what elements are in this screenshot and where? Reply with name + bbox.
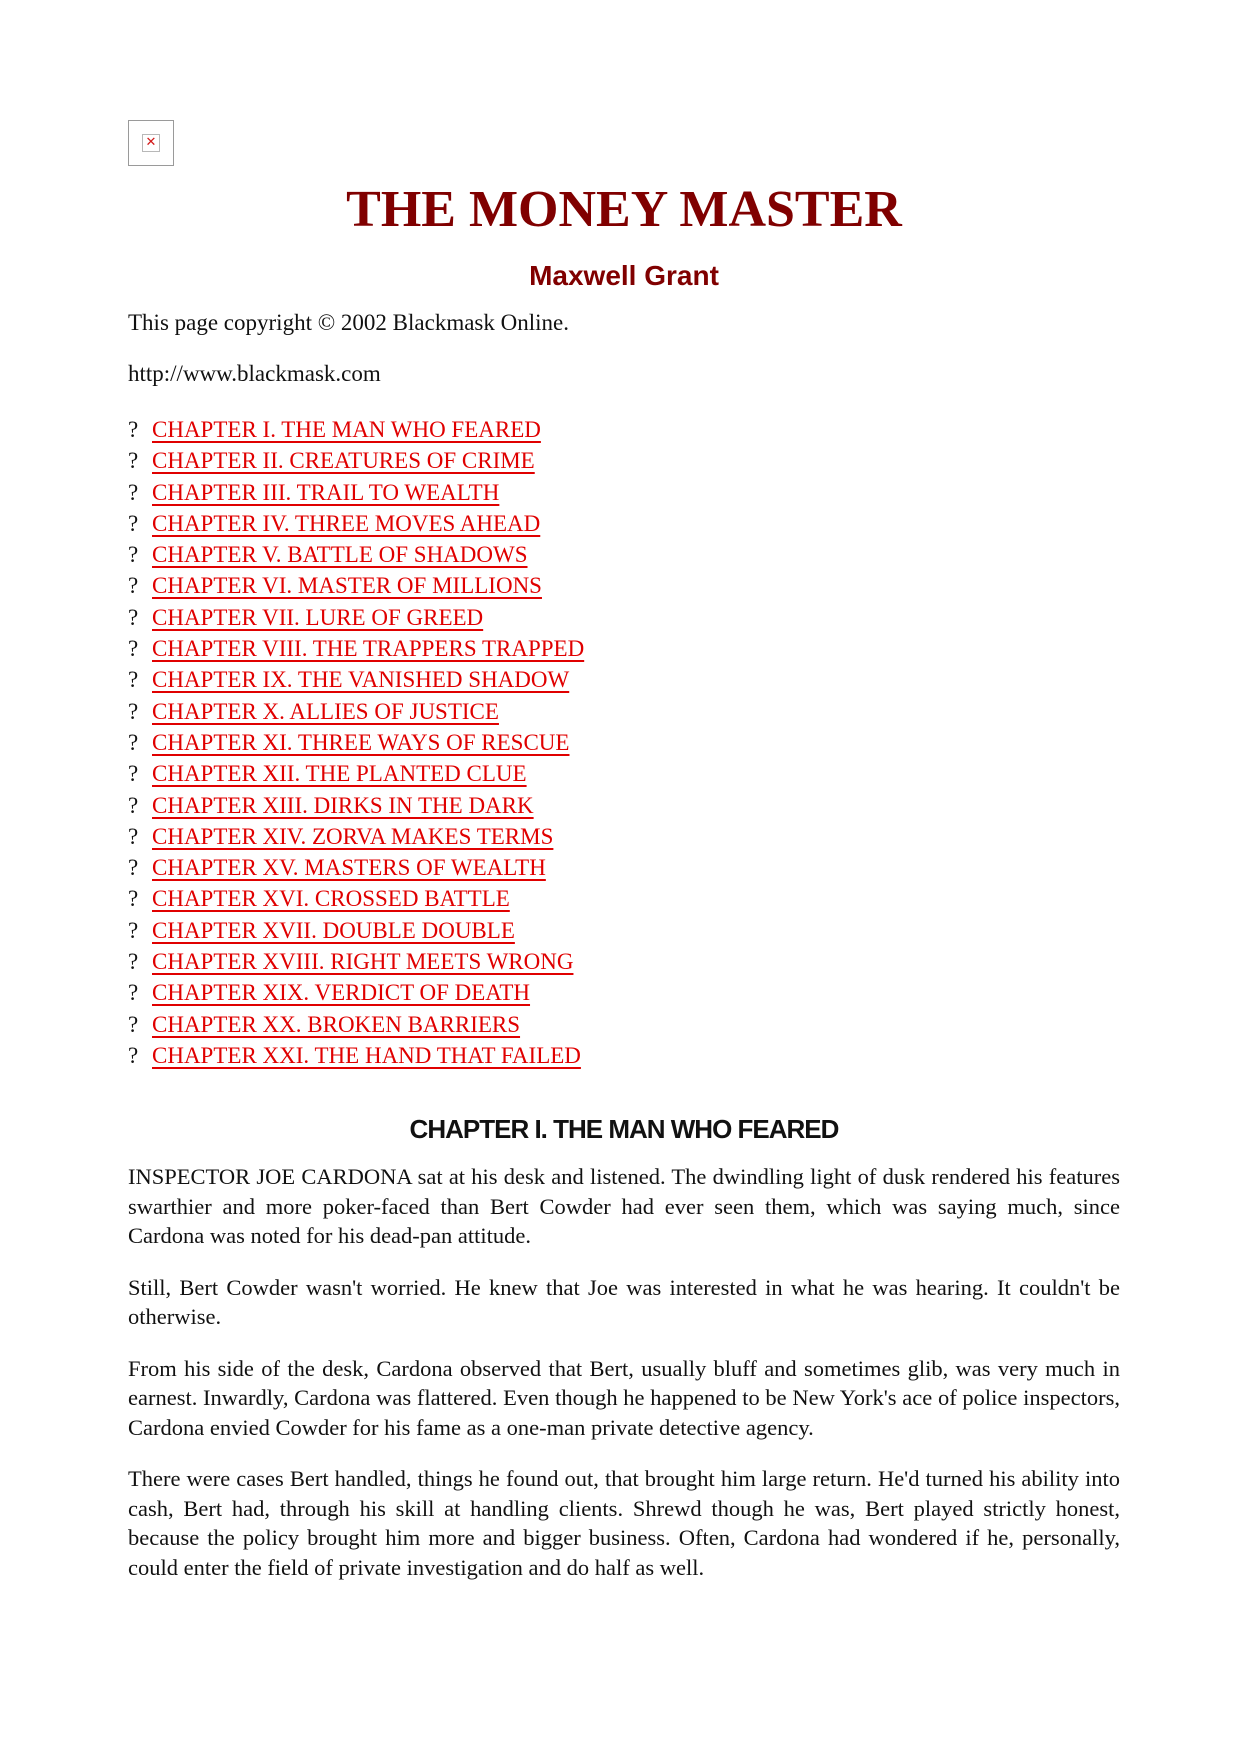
toc-item bbox=[128, 445, 584, 476]
chapter-paragraph: There were cases Bert handled, things he found out, that brought him large return. He'd turned his ability into cash, Bert had, through his skill at handling clients. Shrewd though he was, Bert played strictly honest, because the policy brought him more and bigger business. Often, Cardona had wondered if he, personally, could enter the field of private investigation and do half as well. bbox=[128, 1466, 1120, 1580]
site-url: http://www.blackmask.com bbox=[128, 361, 381, 386]
toc-item bbox=[128, 790, 584, 821]
toc-item bbox=[128, 1040, 584, 1071]
toc-link-chapter-19[interactable]: CHAPTER XIX. VERDICT OF DEATH bbox=[152, 980, 531, 1006]
book-title: THE MONEY MASTER bbox=[346, 181, 902, 238]
toc-bullet: ? bbox=[128, 510, 139, 536]
chapter-paragraph: INSPECTOR JOE CARDONA sat at his desk and listened. The dwindling light of dusk rendered his features swarthier and more poker-faced than Bert Cowder had ever seen them, which was saying much, since Cardona was noted for his dead-pan attitude. bbox=[128, 1164, 1120, 1248]
chapter-body bbox=[128, 1162, 1120, 1604]
toc-link-chapter-21[interactable]: CHAPTER XXI. THE HAND THAT FAILED bbox=[152, 1042, 581, 1068]
toc-bullet: ? bbox=[128, 542, 139, 568]
toc-item bbox=[128, 883, 584, 914]
toc-item bbox=[128, 602, 584, 633]
copyright-notice: This page copyright © 2002 Blackmask Online. bbox=[128, 310, 569, 335]
toc-bullet: ? bbox=[128, 855, 139, 881]
broken-image-placeholder bbox=[128, 120, 174, 166]
toc-link-chapter-3[interactable]: CHAPTER III. TRAIL TO WEALTH bbox=[152, 479, 500, 505]
toc-bullet: ? bbox=[128, 792, 139, 818]
toc-item bbox=[128, 570, 584, 601]
toc-item bbox=[128, 664, 584, 695]
toc-bullet: ? bbox=[128, 980, 139, 1006]
toc-link-chapter-2[interactable]: CHAPTER II. CREATURES OF CRIME bbox=[152, 448, 535, 474]
toc-bullet: ? bbox=[128, 886, 139, 912]
toc-item bbox=[128, 915, 584, 946]
toc-bullet: ? bbox=[128, 917, 139, 943]
toc-item bbox=[128, 633, 584, 664]
toc-link-chapter-18[interactable]: CHAPTER XVIII. RIGHT MEETS WRONG bbox=[152, 949, 574, 975]
toc-item bbox=[128, 508, 584, 539]
toc-link-chapter-7[interactable]: CHAPTER VII. LURE OF GREED bbox=[152, 604, 484, 630]
toc-item bbox=[128, 946, 584, 977]
toc-bullet: ? bbox=[128, 1011, 139, 1037]
chapter-heading: CHAPTER I. THE MAN WHO FEARED bbox=[409, 1114, 839, 1144]
toc-bullet: ? bbox=[128, 479, 139, 505]
toc-link-chapter-5[interactable]: CHAPTER V. BATTLE OF SHADOWS bbox=[152, 542, 528, 568]
toc-item bbox=[128, 727, 584, 758]
toc-item bbox=[128, 696, 584, 727]
toc-item bbox=[128, 977, 584, 1008]
chapter-paragraph: From his side of the desk, Cardona observed that Bert, usually bluff and sometimes glib, was very much in earnest. Inwardly, Cardona was flattered. Even though he happened to be New York's ace of police inspectors, Cardona envied Cowder for his fame as a one-man private detective agency. bbox=[128, 1355, 1120, 1440]
toc-link-chapter-12[interactable]: CHAPTER XII. THE PLANTED CLUE bbox=[152, 761, 527, 787]
toc-link-chapter-4[interactable]: CHAPTER IV. THREE MOVES AHEAD bbox=[152, 510, 541, 536]
toc-link-chapter-9[interactable]: CHAPTER IX. THE VANISHED SHADOW bbox=[152, 667, 570, 693]
toc-item bbox=[128, 414, 584, 445]
toc-item bbox=[128, 1009, 584, 1040]
toc-bullet: ? bbox=[128, 573, 139, 599]
toc-bullet: ? bbox=[128, 823, 139, 849]
toc-bullet: ? bbox=[128, 698, 139, 724]
toc-bullet: ? bbox=[128, 636, 139, 662]
toc-item bbox=[128, 852, 584, 883]
toc-link-chapter-14[interactable]: CHAPTER XIV. ZORVA MAKES TERMS bbox=[152, 823, 554, 849]
toc-item bbox=[128, 821, 584, 852]
toc-link-chapter-16[interactable]: CHAPTER XVI. CROSSED BATTLE bbox=[152, 886, 510, 912]
toc-bullet: ? bbox=[128, 729, 139, 755]
chapter-paragraph: Still, Bert Cowder wasn't worried. He knew that Joe was interested in what he was hearing. It couldn't be otherwise. bbox=[128, 1274, 1120, 1329]
toc-link-chapter-8[interactable]: CHAPTER VIII. THE TRAPPERS TRAPPED bbox=[152, 636, 585, 662]
toc-link-chapter-10[interactable]: CHAPTER X. ALLIES OF JUSTICE bbox=[152, 698, 499, 724]
toc-bullet: ? bbox=[128, 1042, 139, 1068]
toc-link-chapter-1[interactable]: CHAPTER I. THE MAN WHO FEARED bbox=[152, 417, 541, 442]
toc-bullet: ? bbox=[128, 604, 139, 630]
toc-item bbox=[128, 758, 584, 789]
broken-image-icon: ✕ bbox=[142, 134, 160, 152]
toc-link-chapter-13[interactable]: CHAPTER XIII. DIRKS IN THE DARK bbox=[152, 792, 534, 818]
table-of-contents bbox=[128, 414, 584, 1071]
toc-bullet: ? bbox=[128, 417, 139, 442]
toc-link-chapter-6[interactable]: CHAPTER VI. MASTER OF MILLIONS bbox=[152, 573, 542, 599]
toc-item bbox=[128, 539, 584, 570]
toc-bullet: ? bbox=[128, 949, 139, 975]
toc-bullet: ? bbox=[128, 448, 139, 474]
book-author: Maxwell Grant bbox=[529, 260, 719, 291]
toc-item bbox=[128, 477, 584, 508]
toc-link-chapter-11[interactable]: CHAPTER XI. THREE WAYS OF RESCUE bbox=[152, 729, 570, 755]
toc-bullet: ? bbox=[128, 761, 139, 787]
toc-link-chapter-20[interactable]: CHAPTER XX. BROKEN BARRIERS bbox=[152, 1011, 521, 1037]
toc-bullet: ? bbox=[128, 667, 139, 693]
toc-link-chapter-15[interactable]: CHAPTER XV. MASTERS OF WEALTH bbox=[152, 855, 546, 881]
toc-link-chapter-17[interactable]: CHAPTER XVII. DOUBLE DOUBLE bbox=[152, 917, 515, 943]
